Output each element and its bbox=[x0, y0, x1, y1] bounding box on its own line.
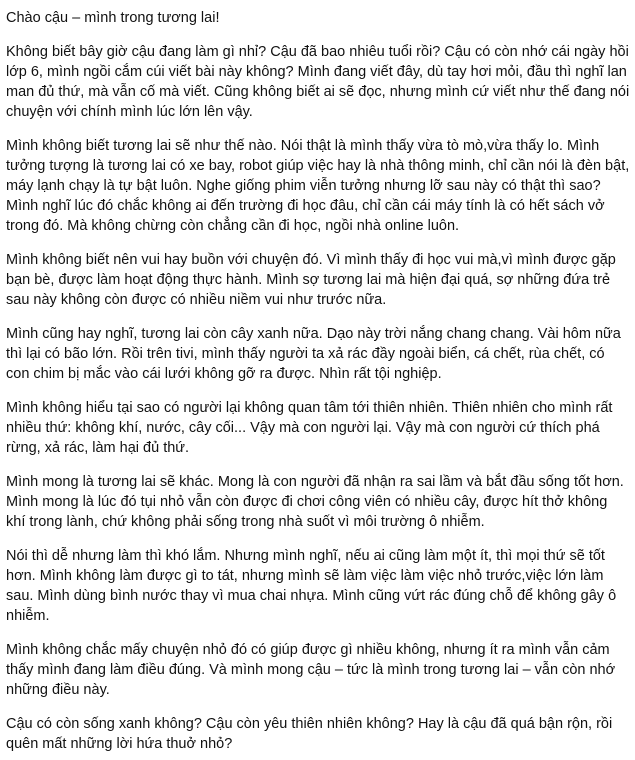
letter-paragraph-7: Nói thì dễ nhưng làm thì khó lắm. Nhưng mình nghĩ, nếu ai cũng làm một ít, thì mọi thứ sẽ tốt hơn. Mình không làm được gì to tát, nhưng mình sẽ làm việc làm việc nhỏ trước,việc lớn làm sau. Mình dùng bình nước thay vì mua chai nhựa. Mình cũng vứt rác đúng chỗ để không gây ô nhiễm. bbox=[6, 548, 617, 624]
letter-paragraph-4: Mình cũng hay nghĩ, tương lai còn cây xanh nữa. Dạo này trời nắng chang chang. Vài hôm nữa thì lại có bão lớn. Rồi trên tivi, mình thấy người ta xả rác đầy ngoài biển, cá chết, rùa chết, có con chim bị mắc vào cái lưới không gỡ ra được. Nhìn rất tội nghiệp. bbox=[6, 326, 621, 382]
letter-paragraph-1: Không biết bây giờ cậu đang làm gì nhỉ? Cậu đã bao nhiêu tuổi rồi? Cậu có còn nhớ cái ngày hồi lớp 6, mình ngồi cắm cúi viết bài này không? Mình đang viết đây, dù tay hơi mỏi, đầu thì nghĩ lan man đủ thứ, mà vẫn cố mà viết. Cũng không biết ai sẽ đọc, nhưng mình cứ viết như thế đang nói chuyện với chính mình lúc lớn lên vậy. bbox=[6, 44, 630, 120]
letter-paragraph-6: Mình mong là tương lai sẽ khác. Mong là con người đã nhận ra sai lầm và bắt đầu sống tốt hơn. Mình mong là lúc đó tụi nhỏ vẫn còn được đi chơi công viên có nhiều cây, được hít thở không khí trong lành, chứ không phải sống trong nhà suốt vì môi trường ô nhiễm. bbox=[6, 474, 624, 530]
letter-paragraph-8: Mình không chắc mấy chuyện nhỏ đó có giúp được gì nhiều không, nhưng ít ra mình vẫn cảm thấy mình đang làm điều đúng. Và mình mong cậu – tức là mình trong tương lai – vẫn còn nhớ những điều này. bbox=[6, 642, 616, 698]
letter-paragraph-9: Cậu có còn sống xanh không? Cậu còn yêu thiên nhiên không? Hay là cậu đã quá bận rộn, rồi quên mất những lời hứa thuở nhỏ? bbox=[6, 716, 613, 752]
letter-document bbox=[6, 8, 630, 754]
letter-greeting: Chào cậu – mình trong tương lai! bbox=[6, 10, 220, 26]
letter-paragraph-3: Mình không biết nên vui hay buồn với chuyện đó. Vì mình thấy đi học vui mà,vì mình được gặp bạn bè, được làm hoạt động thực hành. Mình sợ tương lai mà hiện đại quá, sợ những đứa trẻ sau này không còn được có nhiều niềm vui như trước nữa. bbox=[6, 252, 616, 308]
letter-paragraph-2: Mình không biết tương lai sẽ như thế nào. Nói thật là mình thấy vừa tò mò,vừa thấy lo. Mình tưởng tượng là tương lai có xe bay, robot giúp việc hay là nhà thông minh, chỉ cần nói là đèn bật, máy lạnh chạy là tự bật luôn. Nghe giống phim viễn tưởng nhưng lỡ sau này có thật thì sao? Mình nghĩ lúc đó chắc không ai đến trường đi học đâu, chỉ cần cái máy tính là có hết sách vở trong đó. Mà không chừng còn chẳng cần đi học, ngồi nhà online luôn. bbox=[6, 138, 630, 234]
letter-paragraph-5: Mình không hiểu tại sao có người lại không quan tâm tới thiên nhiên. Thiên nhiên cho mình rất nhiều thứ: không khí, nước, cây cối... Vậy mà con người lại. Vậy mà con người cứ thích phá rừng, xả rác, làm hại đủ thứ. bbox=[6, 400, 613, 456]
